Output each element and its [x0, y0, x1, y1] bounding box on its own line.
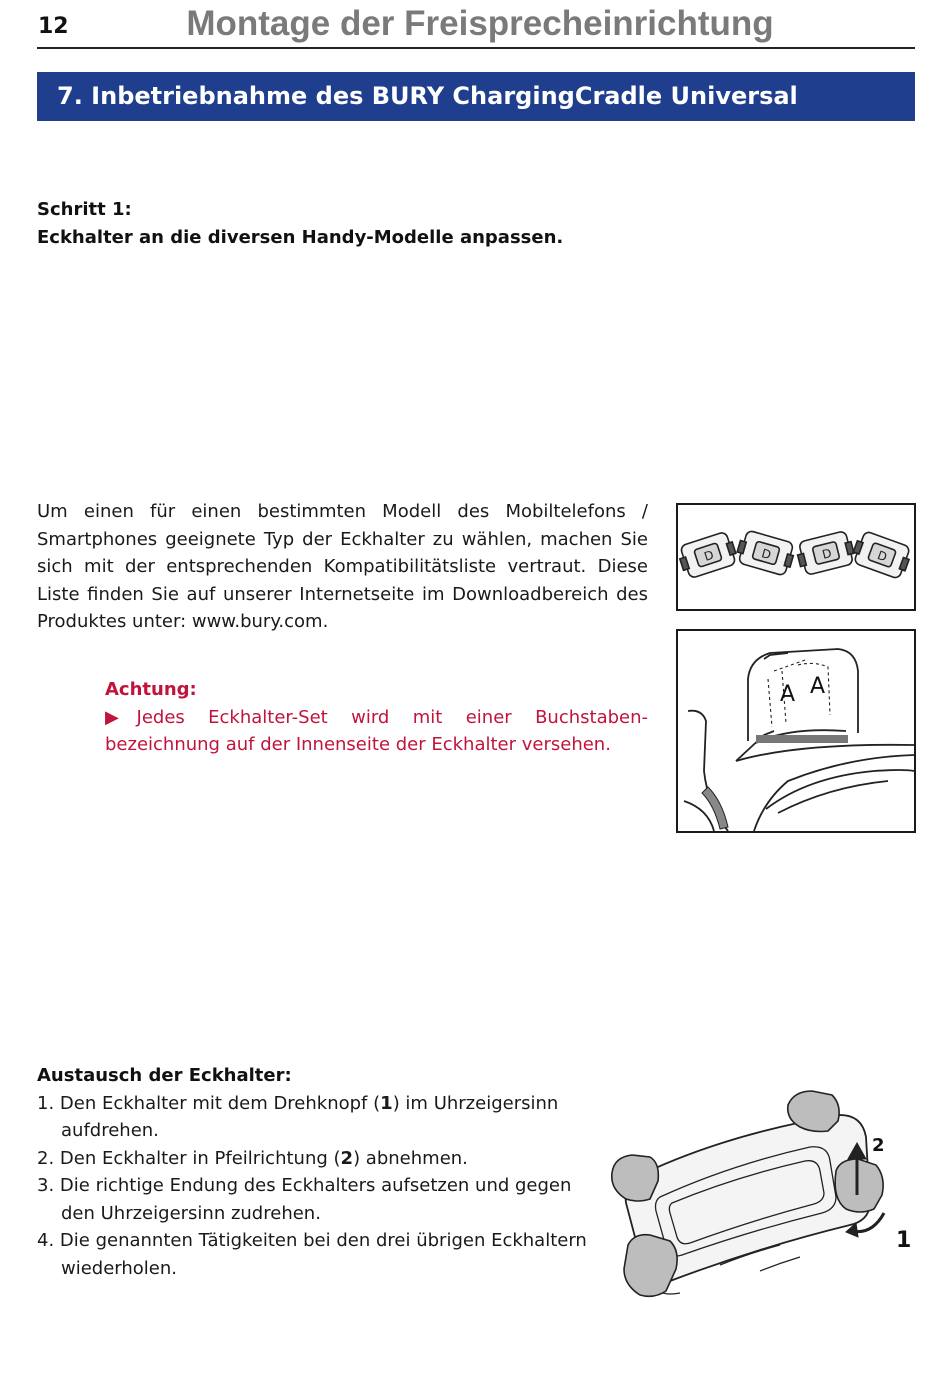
callout-1-label: 1 — [896, 1228, 912, 1253]
step-callout: 2 — [340, 1147, 354, 1169]
closeup-letter-2: A — [810, 674, 826, 699]
exchange-step-1 — [37, 1090, 592, 1145]
warning-text: Jedes Eckhalter-Set wird mit einer Buchstabenbezeichnung auf der Innenseite der Eckhalter versehen. — [105, 706, 649, 755]
page-number: 12 — [38, 14, 69, 39]
corner-holders-figure — [676, 503, 916, 611]
step-text: Den Eckhalter in Pfeilrichtung ( — [59, 1147, 341, 1169]
holder-letter-closeup-figure — [676, 629, 916, 833]
step-1-subtitle: Eckhalter an die diversen Handy-Modelle anpassen. — [37, 227, 564, 248]
step-text: Die richtige Endung des Eckhalters aufsetzen und gegen den Uhrzeigersinn zudrehen. — [59, 1175, 572, 1224]
warning-title: Achtung: — [105, 679, 197, 700]
running-header-title: Montage der Freisprecheinrichtung — [186, 4, 774, 43]
cradle-illustration — [600, 1085, 920, 1310]
step-1-heading — [37, 196, 563, 252]
step-number: 2. — [37, 1147, 55, 1169]
corner-holders-illustration — [678, 505, 914, 609]
step-text: Den Eckhalter mit dem Drehknopf ( — [59, 1092, 381, 1114]
exchange-instructions — [37, 1062, 592, 1282]
step-callout: 1 — [380, 1092, 393, 1114]
holder-letter: D — [759, 546, 773, 563]
step-number: 3. — [37, 1175, 55, 1196]
holder-closeup-illustration — [678, 631, 914, 831]
step-text: ) abnehmen. — [353, 1147, 468, 1169]
holder-letter: D — [820, 545, 834, 562]
cradle-exchange-figure — [600, 1085, 920, 1310]
bullet-arrow-icon: ▶ — [105, 706, 137, 728]
step-number: 4. — [37, 1230, 55, 1251]
closeup-letter-1: A — [780, 682, 796, 707]
step-text: ) im Uhrzeigersinn aufdrehen. — [61, 1092, 559, 1141]
exchange-step-3 — [37, 1172, 592, 1227]
step-1-label: Schritt 1: — [37, 199, 132, 220]
intro-paragraph: Um einen für einen bestimmten Modell des Mobiltelefons / Smartphones geeignete Typ der Eckhalter zu wählen, machen Sie sich mit der entsprechenden Kompatibilitätsliste vertraut. Diese Liste finden Sie auf unserer Internetseite im Downloadbereich des Produktes unter: www.bury.com. — [37, 501, 648, 632]
warning-note — [105, 676, 648, 759]
callout-2-label: 2 — [872, 1135, 885, 1156]
exchange-step-2 — [37, 1145, 592, 1173]
header-rule — [37, 47, 915, 49]
section-title-banner: 7. Inbetriebnahme des BURY ChargingCradle Universal — [37, 72, 915, 121]
step-number: 1. — [37, 1092, 55, 1114]
holder-letter: D — [702, 547, 716, 564]
exchange-title: Austausch der Eckhalter: — [37, 1065, 292, 1086]
warning-text-line — [105, 704, 648, 759]
holder-letter: D — [875, 547, 889, 565]
exchange-step-4 — [37, 1227, 592, 1282]
step-text: Die genannten Tätigkeiten bei den drei übrigen Eckhaltern wiederholen. — [59, 1230, 587, 1279]
